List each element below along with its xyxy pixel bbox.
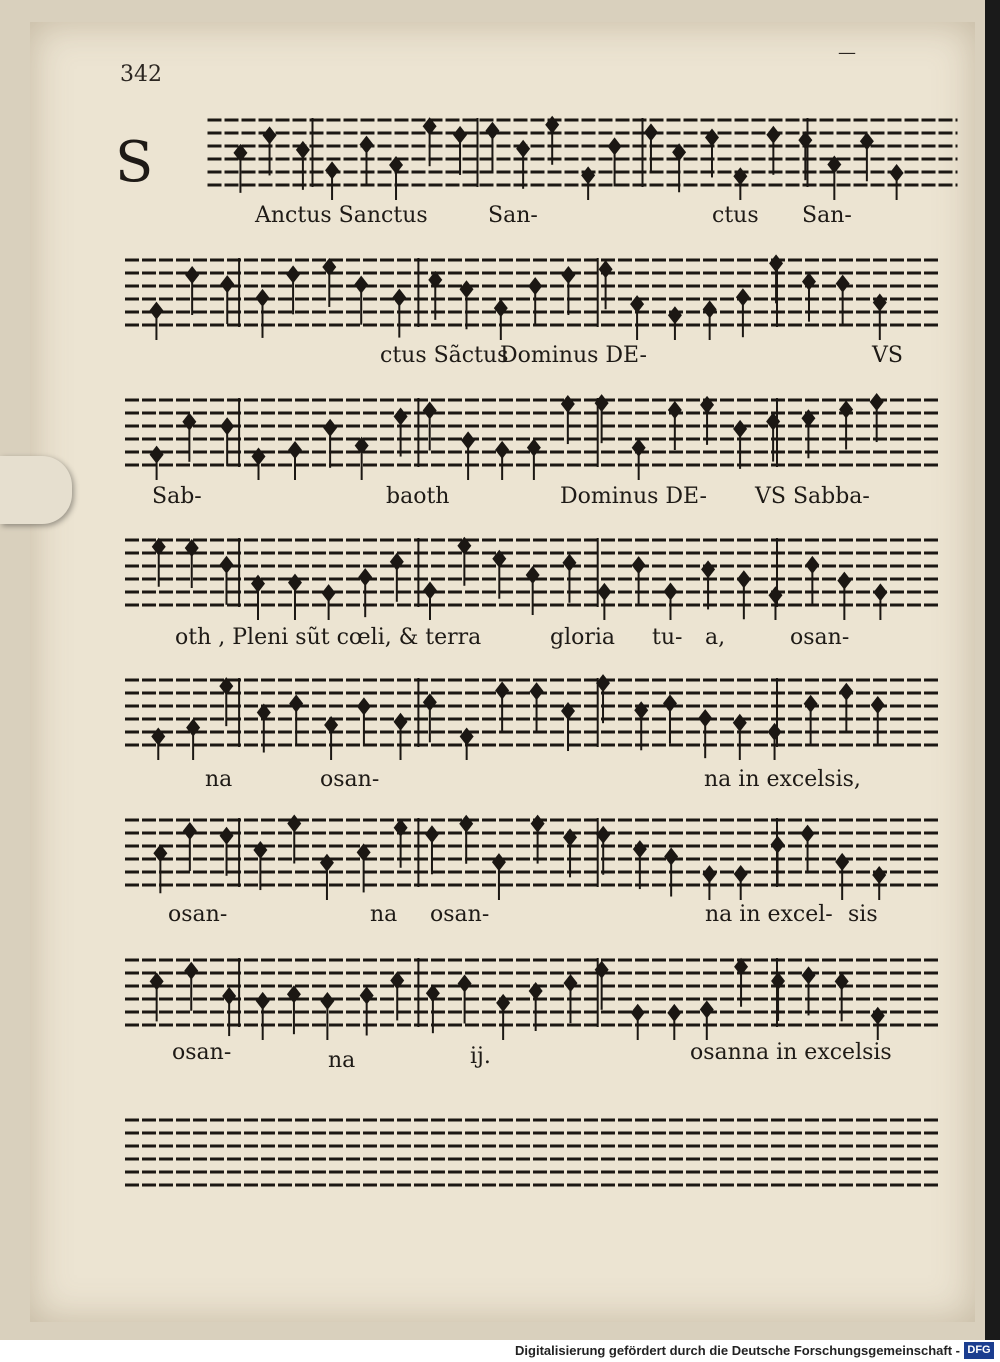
- note: [492, 853, 506, 900]
- note: [766, 126, 780, 175]
- note: [220, 417, 234, 466]
- note: [701, 560, 715, 609]
- note: [734, 865, 748, 900]
- lyric: osan-: [430, 902, 490, 927]
- note: [425, 825, 439, 874]
- lyric: VS Sabba-: [755, 484, 870, 509]
- lyric: gloria: [550, 625, 616, 650]
- note: [705, 128, 719, 177]
- lyric: na: [370, 902, 398, 927]
- note: [870, 393, 884, 442]
- initial-letter: S: [115, 130, 154, 195]
- note: [632, 556, 646, 605]
- note: [771, 972, 785, 1021]
- note: [394, 713, 408, 760]
- note: [545, 116, 559, 165]
- note: [288, 574, 302, 620]
- lyric: San-: [488, 203, 538, 228]
- note: [220, 827, 234, 876]
- note: [324, 716, 338, 760]
- note: [496, 994, 510, 1040]
- lyric: San-: [802, 203, 852, 228]
- lyric: Dominus DE-: [560, 484, 707, 509]
- note: [320, 992, 334, 1040]
- note: [287, 985, 301, 1034]
- lyric: osan-: [790, 625, 850, 650]
- note: [873, 294, 887, 340]
- staff-svg: [125, 240, 940, 350]
- music-system-3: [125, 380, 940, 490]
- staff-svg: [125, 800, 940, 910]
- note: [827, 156, 841, 200]
- note: [296, 141, 310, 190]
- note: [700, 1001, 714, 1040]
- note: [631, 1004, 645, 1040]
- note: [357, 697, 371, 746]
- music-system-6: [125, 800, 940, 910]
- note: [251, 575, 265, 620]
- lyric: Anctus Sanctus: [255, 203, 428, 228]
- note: [644, 123, 658, 172]
- lyric: oth , Pleni sũt cœli, & terra: [175, 625, 482, 650]
- note: [287, 815, 301, 864]
- note: [182, 413, 196, 462]
- note: [835, 972, 849, 1021]
- note: [733, 420, 747, 469]
- lyric: ij.: [470, 1044, 491, 1069]
- note: [633, 840, 647, 889]
- music-system-4: [125, 520, 940, 630]
- note: [355, 437, 369, 480]
- lyric: ctus Sãctus: [380, 343, 509, 368]
- note: [703, 300, 717, 340]
- music-system-5: [125, 660, 940, 770]
- note: [149, 302, 163, 340]
- note: [320, 854, 334, 900]
- note: [768, 723, 782, 760]
- lyric: Sab-: [152, 484, 202, 509]
- note: [608, 137, 622, 186]
- top-mark: —: [838, 42, 856, 63]
- note: [737, 570, 751, 619]
- note: [561, 395, 575, 444]
- note: [459, 280, 473, 329]
- note: [702, 865, 716, 900]
- note: [185, 266, 199, 315]
- page-number: 342: [120, 62, 162, 87]
- note: [561, 266, 575, 315]
- note: [495, 441, 509, 480]
- note: [663, 582, 677, 620]
- lyric: VS: [872, 343, 903, 368]
- note: [494, 299, 508, 340]
- note: [322, 584, 336, 620]
- lyric: na in excel-: [705, 902, 833, 927]
- lyric: a,: [705, 625, 726, 650]
- staff-svg: [125, 380, 940, 490]
- note: [630, 295, 644, 340]
- lyric: osan-: [168, 902, 228, 927]
- dfg-logo: DFG: [964, 1342, 994, 1359]
- note: [563, 828, 577, 877]
- music-system-8: [125, 1100, 940, 1210]
- note: [667, 1004, 681, 1040]
- footer-bar: [0, 1340, 1000, 1362]
- lyric: osan-: [172, 1040, 232, 1065]
- note: [632, 439, 646, 480]
- note: [185, 539, 199, 588]
- note: [394, 408, 408, 457]
- staff-svg: [125, 940, 940, 1050]
- note: [389, 156, 403, 200]
- staff-svg: [125, 660, 940, 770]
- note: [253, 841, 267, 890]
- note: [527, 439, 541, 480]
- staff-svg: [125, 1100, 940, 1210]
- lyric: Dominus DE-: [500, 343, 647, 368]
- note: [528, 277, 542, 326]
- note: [698, 709, 712, 758]
- staff-svg: [175, 100, 990, 210]
- music-system-7: [125, 940, 940, 1050]
- note: [802, 966, 816, 1015]
- note: [769, 254, 783, 303]
- note: [453, 126, 467, 175]
- note: [150, 972, 164, 1021]
- music-system-1: [175, 100, 925, 210]
- lyric: sis: [848, 902, 878, 927]
- note: [516, 140, 530, 189]
- note: [288, 441, 302, 480]
- note: [835, 853, 849, 900]
- lyric: na: [205, 767, 233, 792]
- note: [634, 701, 648, 750]
- note: [461, 431, 475, 480]
- lyric: ctus: [712, 203, 759, 228]
- note: [423, 581, 437, 620]
- lyric: na in excelsis,: [704, 767, 861, 792]
- note: [390, 553, 404, 602]
- note: [531, 815, 545, 864]
- note: [766, 413, 780, 462]
- note: [801, 825, 815, 874]
- note: [890, 164, 904, 200]
- staff-svg: [125, 520, 940, 630]
- note: [837, 572, 851, 620]
- lyric: tu-: [652, 625, 683, 650]
- note: [802, 273, 816, 322]
- note: [860, 132, 874, 181]
- note: [286, 265, 300, 314]
- note: [733, 714, 747, 760]
- lyric: osanna in excelsis: [690, 1040, 892, 1065]
- bookmark-tab: [0, 456, 72, 524]
- note: [325, 161, 339, 200]
- music-system-2: [125, 240, 940, 350]
- note: [263, 126, 277, 175]
- note: [459, 815, 473, 864]
- note: [873, 583, 887, 620]
- note: [323, 419, 337, 468]
- footer-text: Digitalisierung gefördert durch die Deutsche Forschungsgemeinschaft -: [515, 1343, 960, 1358]
- lyric: baoth: [386, 484, 450, 509]
- lyric: osan-: [320, 767, 380, 792]
- note: [186, 719, 200, 760]
- lyric: na: [328, 1048, 356, 1073]
- note: [597, 583, 611, 620]
- note: [256, 992, 270, 1040]
